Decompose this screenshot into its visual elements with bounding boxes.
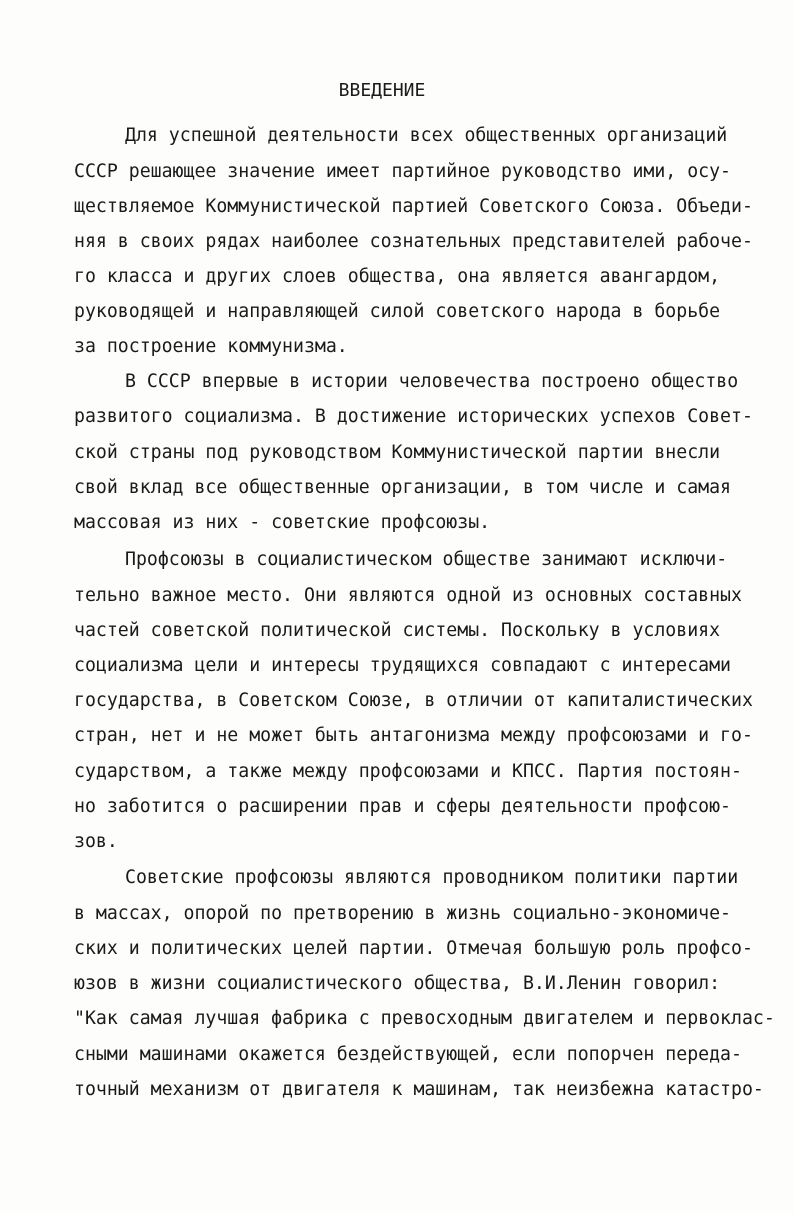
text-line: в массах, опорой по претворению в жизнь социально-экономиче- <box>74 903 731 924</box>
text-line: частей советской политической системы. Поскольку в условиях <box>74 620 721 641</box>
text-line: массовая из них - советские профсоюзы. <box>74 512 491 533</box>
page-title: ВВЕДЕНИЕ <box>338 80 426 101</box>
text-line: точный механизм от двигателя к машинам, так неизбежна катастро- <box>74 1079 764 1100</box>
text-line: ских и политических целей партии. Отмечая большую роль профсо- <box>74 938 753 959</box>
text-line: тельно важное место. Они являются одной из основных составных <box>74 585 742 606</box>
text-line: руководящей и направляющей силой советского народа в борьбе <box>74 301 721 322</box>
text-line: "Как самая лучшая фабрика с превосходным двигателем и первоклас- <box>74 1008 775 1029</box>
text-line: няя в своих рядах наиболее сознательных представителей рабоче- <box>74 231 753 252</box>
text-line: государства, в Советском Союзе, в отличии от капиталистических <box>74 690 753 711</box>
text-line: юзов в жизни социалистического общества, В.И.Ленин говорил: <box>74 973 721 994</box>
text-line: социализма цели и интересы трудящихся совпадают с интересами <box>74 655 731 676</box>
text-line: ской страны под руководством Коммунистической партии внесли <box>74 442 721 463</box>
text-line: свой вклад все общественные организации, в том числе и самая <box>74 477 731 498</box>
paragraph-first-line: Для успешной деятельности всех общественных организаций <box>125 125 728 146</box>
paragraph-first-line: В СССР впервые в истории человечества построено общество <box>125 371 739 392</box>
text-line: ществляемое Коммунистической партией Советского Союза. Объеди- <box>74 196 753 217</box>
text-line: но заботится о расширении прав и сферы деятельности профсою- <box>74 796 731 817</box>
text-line: развитого социализма. В достижение исторических успехов Совет- <box>74 406 753 427</box>
text-line: за построение коммунизма. <box>74 336 348 357</box>
text-line: сударством, а также между профсоюзами и КПСС. Партия постоян- <box>74 761 742 782</box>
text-line: СССР решающее значение имеет партийное руководство ими, осу- <box>74 161 731 182</box>
text-line: зов. <box>74 831 118 852</box>
text-line: стран, нет и не может быть антагонизма между профсоюзами и го- <box>74 725 753 746</box>
text-line: сными машинами окажется бездействующей, если попорчен переда- <box>74 1044 742 1065</box>
paragraph-first-line: Советские профсоюзы являются проводником политики партии <box>125 867 739 888</box>
text-line: го класса и других слоев общества, она является авангардом, <box>74 266 721 287</box>
paragraph-first-line: Профсоюзы в социалистическом обществе занимают исключи- <box>125 549 728 570</box>
